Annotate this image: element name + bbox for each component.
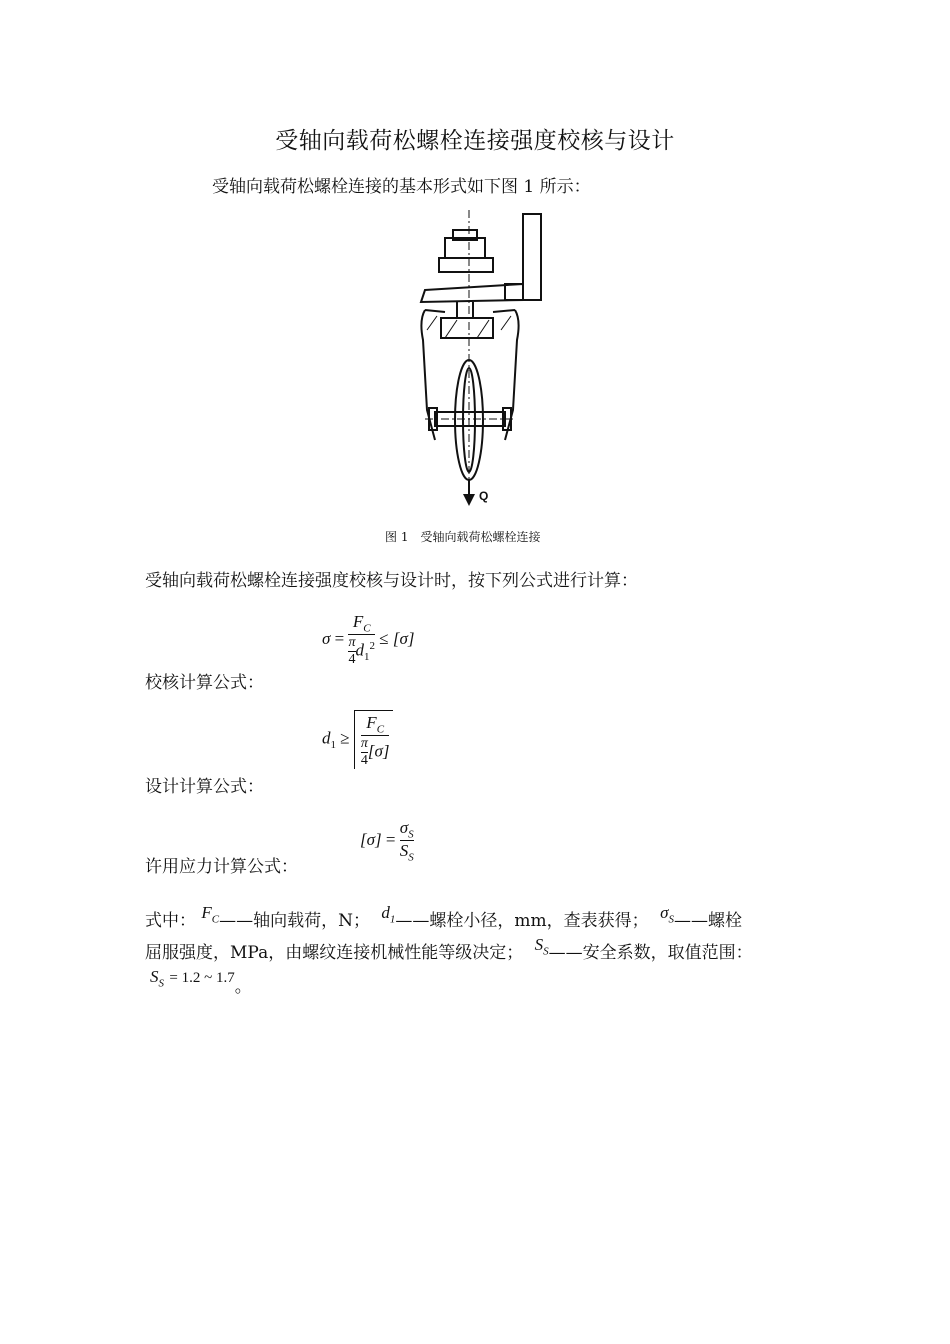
page-title: 受轴向载荷松螺栓连接强度校核与设计 [275,128,675,154]
legend-line-1: 式中： $F_C——$轴向载荷，N； $d_1——$螺栓小径，mm，查表获得； $\sigma_S——$螺栓 [145,903,742,931]
load-arrow [463,494,475,506]
load-q-label: Q [479,489,489,503]
formula-allow: [σ] = $\frac{\sigma_S}{S_S}$ [360,818,414,864]
formula-design: $d_1$ ≥ $F_C$ $\frac{\pi}{4}$ [σ] [322,710,393,769]
figure-caption: 图 1 受轴向载荷松螺栓连接 [385,530,541,544]
check-label: 校核计算公式： [145,673,264,693]
allow-label: 许用应力计算公式： [145,857,298,877]
legend-line-2: 屈服强度，MPa，由螺纹连接机械性能等级决定； $S_S——$安全系数，取值范围： [145,935,753,963]
bolt-connection-figure [405,210,555,510]
lower-nut [441,318,493,338]
legend-line-3: $S_S = 1.2$ ~ 1.7。 [150,967,252,997]
formula-check: σ = $F_C$ $\frac{\pi}{4}$ $d_1^2$ ≤ [σ] [322,612,415,668]
bracket-plate [421,284,523,302]
washer [439,258,493,272]
design-label: 设计计算公式： [145,777,264,797]
intro-text: 受轴向载荷松螺栓连接的基本形式如下图 1 所示： [212,177,591,197]
para-1: 受轴向载荷松螺栓连接强度校核与设计时，按下列公式进行计算： [145,571,638,591]
